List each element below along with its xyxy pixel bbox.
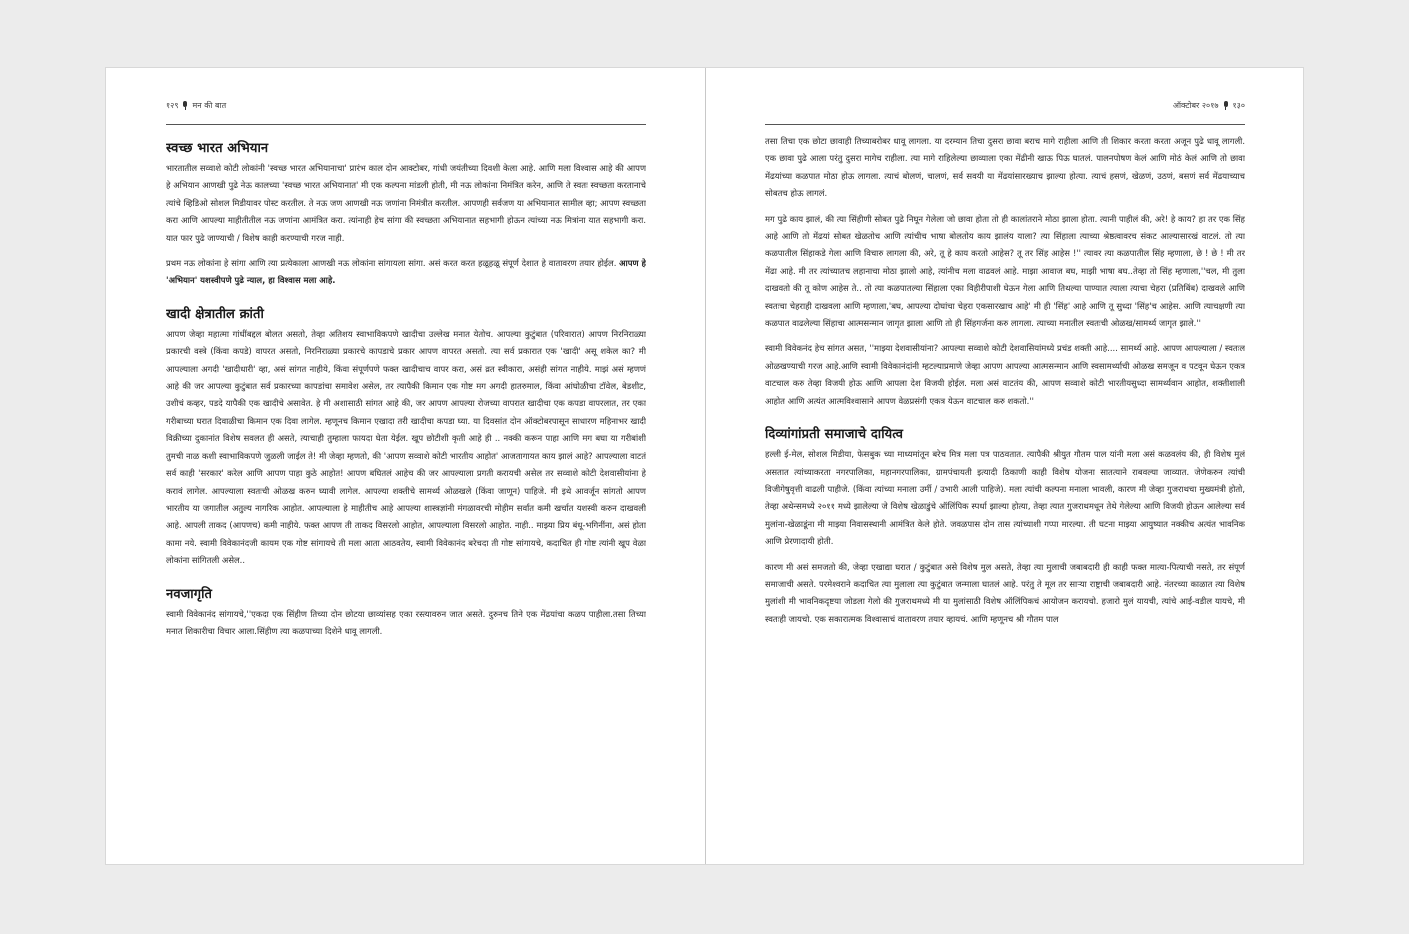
paragraph: आपण जेव्हा महात्मा गांधींबद्दल बोलत असतो, तेव्हा अतिशय स्वाभाविकपणे खादीचा उल्लेख मनात येतोच. आपल्या कुटुंबात (परिवारात) आपण निरनिराळ्या प्रकारची वस्त्रे (किंवा कपडे) वापरत असतो, निरनिराळ्या प्रकारचे कापडाचे प्रकार आपण वापरत असतो. त्या सर्व प्रकारात एक 'खादी' असू शकेल का? मी आपल्याला अगदी 'खादीधारी' व्हा, असं सांगत नाहीये, किंवा संपूर्णपणे फक्त खादीचाच वापर करा, असं व्रत स्वीकारा, असंही सांगत नाहीये. माझं असं म्हणणं आहे की जर आपल्या कुटुंबात सर्व प्रकारच्या कापडांचा समावेश असेल, तर त्यापैकी किमान एक गोष्ट मग अगदी हातरुमाल, किंवा आंघोळीचा टॉवेल, बेडशीट, उशीचं कव्हर, पडदे यापैकी एक खादीचे असावेत. हे मी अशासाठी सांगत आहे की, जर आपण आपल्या रोजच्या वापरात खादीचा एक कपडा वापरलात, तर एका गरीबाच्या घरात दिवाळीचा किमान एक दिवा लागेल. म्हणूनच किमान एखादा तरी खादीचा कपडा घ्या. या दिवसांत दोन ऑक्टोबरपासून साधारण महिनाभर खादी विक्रीच्या दुकानांत विशेष सवलत ही असते, त्याचाही तुम्हाला फायदा घेता येईल. खूप छोटीशी कृती आहे ही .. नक्की करून पाहा आणि मग बघा या गरीबांशी तुमची नाळ कशी स्वाभाविकपणे जुळली जाईल ते! मी जेव्हा म्हणतो, की 'आपण सव्वाशे कोटी भारतीय आहोत' आजतागायत काय झालं आहे? आपल्याला वाटतं सर्व काही 'सरकार' करेल आणि आपण पाहा कुठे आहोत! आपण बघितलं आहेच की जर आपल्याला प्रगती करायची असेल तर सव्वाशे कोटी देशवासीयांना हे करावं लागेल. आपल्याला स्वतःची ओळख करुन घ्यावी लागेल. आपल्या शक्तीचे सामर्थ्य ओळखले (किंवा जाणून) पाहिजे. मी इथे आवर्जून सांगतो आपण भारतीय या जगातील अतुल्य नागरिक आहोत. आपल्याला हे माहीतीच आहे आपल्या शास्त्रज्ञांनी मंगळावरची मोहीम सर्वांत कमी खर्चात यशस्वी करुन दाखवली आहे. आपली ताकद (आपणच) कमी नाहीये. फक्त आपण ती ताकद विसरलो आहोत, आपल्याला विसरलो आहोत. नाही.. माझ्या प्रिय बंधू-भगिनींना, असं होता कामा नये. स्वामी विवेकानंदजी कायम एक गोष्ट सांगायचे ती मला आता आठवतेय, स्वामी विवेकानंद बरेचदा ती गोष्ट सांगायचे, कदाचित ही गोष्ट त्यांनी खूप वेळा लोकांना सांगितली असेल..: [166, 328, 646, 566]
paragraph: स्वामी विवेकनंद हेच सांगत असत, ''माझ्या देशवासीयांना? आपल्या सव्वाशे कोटी देशवासियांमध्ये प्रचंड शक्ती आहे.... सामर्थ्य आहे. आपण आपल्याला / स्वतःल ओळखण्याची गरज आहे.आणि स्वामी विवेकानंदांनी म्हटल्याप्रमाणे जेव्हा आपण आपल्या आत्मसन्मान आणि स्वसामर्थ्याची ओळख समजून व पटवून घेऊन एकत्र वाटचाल करु तेव्हा विजयी होऊ आणि आपला देश विजयी होईल. मला असं वाटतंय की, आपण सव्वाशे कोटी भारतीयसुध्दा सामर्थ्यवान आहोत, शक्तीशाली आहोत आणि अत्यंत आत्मविश्वासाने आपण वेळप्रसंगी एकत्र येऊन वाटचाल करु शकतो.'': [765, 343, 1245, 406]
left-page: [166, 68, 646, 864]
right-page-number: १३०: [1232, 101, 1245, 110]
left-page-body: [166, 138, 646, 650]
paragraph: स्वामी विवेकानंद सांगायचे,''एकदा एक सिंहीण तिच्या दोन छोटया छाव्यांसह एका रस्त्यावरुन जात असते. दुरुनच तिने एक मेंढयांचा कळप पाहीला.तसा तिच्या मनात शिकारीचा विचार आला.सिंहीण त्या कळपाच्या दिशेने धावू लागली.: [166, 608, 646, 636]
left-page-running-title: मन की बात: [192, 101, 227, 110]
paragraph: मग पुढे काय झालं, की त्या सिंहीणी सोबत पुढे निघून गेलेला जो छावा होता तो ही कालांतराने मोठा झाला होता. त्यानी पाहीलं की, अरे! हे काय? हा तर एक सिंह आहे आणि तो मेंढयां सोबत खेळतोच आणि त्यांचीच भाषा बोलतोय काय झालंय याला? त्या सिंहाला त्याच्या श्रेष्ठत्वावरच संकट आल्यासारखं वाटलं. तो त्या कळपातील सिंहाकडे गेला आणि विचारु लागला की, अरे, तू हे काय करतो आहेस? तू तर सिंह आहेस !'' त्यावर त्या कळपातील सिंह म्हणाला, छे ! छे ! मी तर मेंढा आहे. मी तर त्यांच्यातच लहानाचा मोठा झालो आहे, त्यांनीच मला वाढवलं आहे. माझा आवाज बघ, माझी भाषा बघ..तेव्हा तो सिंह म्हणाला,''चल, मी तुला दाखवतो की तू कोण आहेस ते.. तो त्या कळपातल्या सिंहाला एका विहीरीपाशी घेऊन गेला आणि तिथल्या पाण्यात त्याला त्याचा चेहरा (प्रतिबिंब) दाखवले आणि स्वतःचा चेहराही दाखवला आणि म्हणाला,'बघ, आपल्या दोघांचा चेहरा एकसारखाच आहे' मी ही 'सिंह' आहे आणि तू सुध्दा 'सिंह'च आहेस. आणि त्याचक्षणी त्या कळपात वाढलेल्या सिंहाचा आत्मसन्मान जागृत झाला आणि तो ही सिंहगर्जना करु लागला. त्याच्या मनातील स्वतःची ओळख/सामर्थ्य जागृत झाले.'': [765, 213, 1245, 329]
section-heading: दिव्यांगांप्रती समाजाचे दायित्व: [765, 427, 904, 443]
left-page-header: [166, 100, 646, 111]
header-rule: [166, 124, 646, 125]
section-heading: नवजागृति: [166, 586, 213, 602]
right-page-running-title: ऑक्टोबर २०१७: [1172, 101, 1219, 110]
section-navjagruti: [166, 584, 646, 641]
right-page-header: [765, 100, 1245, 111]
header-rule: [765, 124, 1245, 125]
microphone-icon: [1223, 101, 1229, 110]
closing-emphasis: आपण हे 'अभियान' यशस्वीपणे पुढे न्याल, हा विश्वास मला आहे.: [166, 258, 646, 286]
section-heading: स्वच्छ भारत अभियान: [166, 141, 269, 156]
paragraph: भारतातील सव्वाशे कोटी लोकांनी 'स्वच्छ भारत अभियानाचा' प्रारंभ काल दोन आक्टोबर, गांधी जयंतीच्या दिवशी केला आहे. आणि मला विश्वास आहे की आपण हे अभियान आणखी पुढे नेऊ कालच्या 'स्वच्छ भारत अभियानात' मी एक कल्पना मांडली होती, मी नऊ लोकांना निमंत्रित करेन, आणि ते स्वतः स्वच्छता करतानाचे त्यांचे व्हिडिओ सोशल मिडीयावर पोस्ट करतील. ते नऊ जण आणखी नऊ जणांना निमंत्रीत करतील. आपणही सर्वजण या अभियानात सामील व्हा; आपण स्वच्छता करा आणि आपल्या माहीतीतील नऊ जणांना आमंत्रित करा. त्यांनाही हेच सांगा की स्वच्छता अभियानात सहभागी होऊन त्यांच्या नऊ मित्रांना यात सहभागी करा. यात फार पुढे जाण्याची / विशेष काही करण्याची गरज नाही.: [166, 163, 646, 243]
section-heading: खादी क्षेत्रातील क्रांती: [166, 306, 264, 322]
paragraph: [166, 255, 646, 290]
right-page-body: [765, 133, 1245, 638]
page-fold: [705, 68, 706, 864]
book-spread: [105, 67, 1304, 865]
closing-text: प्रथम नऊ लोकांना हे सांगा आणि त्या प्रत्येकाला आणखी नऊ लोकांना सांगायला सांगा. असं करत करत हळूहळू संपूर्ण देशात हे वातावरण तयार होईल.: [166, 258, 617, 269]
section-swachh-bharat: [166, 138, 646, 290]
paragraph: हल्ली ई-मेल, सोशल मिडीया, फेसबुक च्या माध्यमांतून बरेच मित्र मला पत्र पाठवतात. त्यापैकी श्रीयुत गौतम पाल यांनी मला असं कळवलंय की, ही विशेष मुलं असतात त्यांच्याकरता नगरपालिका, महानगरपालिका, ग्रामपंचायती इत्यादी ठिकाणी काही विशेष योजना सातत्याने राबवल्या जाव्यात. जेणेकरुन त्यांची विजीगेषुवृत्ती वाढली पाहीजे. (किंवा त्यांच्या मनाला उर्मी / उभारी आली पाहिजे). मला त्यांची कल्पना मनाला भावली, कारण मी जेव्हा गुजराथचा मुख्यमंत्री होतो, तेव्हा अथेन्समध्ये २०११ मध्ये झालेल्या जे विशेष खेळाडुंचे ऑलिंपिक स्पर्धा झाल्या होत्या, तेव्हा त्यात गुजराथमधून तेथे गेलेल्या आणि विजयी होऊन आलेल्या सर्व मुलांना-खेळाडूंना मी माझ्या निवासस्थानी आमंत्रित केले होते. जवळपास दोन तास त्यांच्याशी गप्पा मारल्या. ती घटना माझ्या आयुष्यात नक्कीच अत्यंत भावनिक आणि प्रेरणादायी होती.: [765, 449, 1245, 547]
microphone-icon: [182, 101, 188, 110]
section-divyang: [765, 424, 1245, 628]
right-page: [765, 68, 1245, 864]
paragraph: कारण मी असं समजतो की, जेव्हा एखाद्या घरात / कुटुंबात असे विशेष मुल असते, तेव्हा त्या मुलाची जबाबदारी ही काही फक्त मात्या-पित्याची नसते, तर संपूर्ण समाजाची असते. परमेश्वराने कदाचित त्या मुलाला त्या कुटुंबात जन्माला घातलं आहे. परंतु ते मूल तर साऱ्या राष्ट्राची जबाबदारी आहे. नंतरच्या काळात त्या विशेष मुलांशी मी भावनिकदृष्टया जोडला गेलो की गुजराथमध्ये मी या मुलांसाठी विशेष ऑलिंपिकचं आयोजन करायचो. हजारो मुलं यायची, त्यांचे आई-वडील यायचे, मी स्वतःही जायचो. एक सकारात्मक विश्वासाचं वातावरण तयार व्हायचं. आणि म्हणूनच श्री गौतम पाल: [765, 561, 1245, 624]
left-page-number: १२९: [166, 101, 179, 110]
paragraph: तसा तिचा एक छोटा छावाही तिच्याबरोबर धावू लागला. या दरम्यान तिचा दुसरा छावा बराच मागे राहीला आणि ती शिकार करता करता अजून पुढे धावू लागली. एक छावा पुढे आला परंतु दुसरा मागेच राहीला. त्या मागे राहिलेल्या छाव्याला एका मेंढीनी खाऊ पिऊ घातलं. पालनपोषण केलं आणि मोठं केलं आणि तो छावा मेंढयांच्या कळपात मोठा होऊ लागला. त्याचं बोलणं, चालणं, सर्व सवयी या मेंढयांसारख्याच झाल्या होत्या. त्याचं हसणं, खेळणं, उठणं, बसणं सर्व मेंढयाच्याच सोबतच होऊ लागलं.: [765, 136, 1245, 199]
section-khadi: [166, 304, 646, 570]
